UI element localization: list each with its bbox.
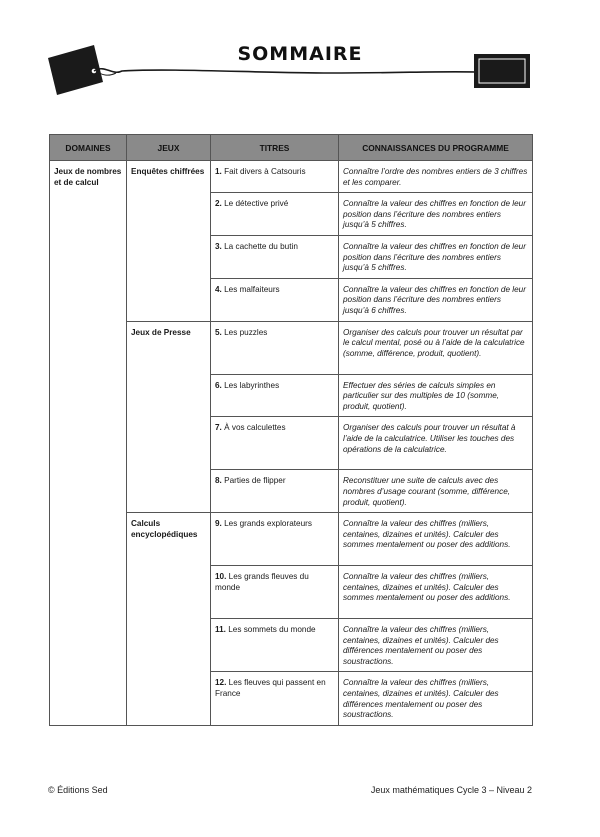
titre-cell <box>211 417 339 470</box>
column-header-titres: TITRES <box>211 135 339 161</box>
titre-cell <box>211 566 339 619</box>
titre-text: Les labyrinthes <box>224 380 280 390</box>
connaissances-cell: Connaître la valeur des chiffres en fonction de leur position dans l’écriture des nombres entiers jusqu’à 5 chiffres. <box>339 193 533 236</box>
page-title: SOMMAIRE <box>237 43 363 65</box>
table-row <box>50 161 533 193</box>
titre-text: Le détective privé <box>224 199 289 209</box>
connaissances-cell: Connaître la valeur des chiffres en fonction de leur position dans l’écriture des nombres entiers jusqu’à 5 chiffres. <box>339 235 533 278</box>
connaissances-cell: Effectuer des séries de calculs simples en particulier sur des multiples de 10 (somme, produit, quotient). <box>339 374 533 417</box>
titre-cell <box>211 235 339 278</box>
connaissances-cell: Connaître la valeur des chiffres (milliers, centaines, dizaines et unités). Calculer des différences mentalement ou poser des soustractions. <box>339 619 533 672</box>
connaissances-cell: Connaître l’ordre des nombres entiers de 3 chiffres et les comparer. <box>339 161 533 193</box>
titre-number: 12. <box>215 678 227 688</box>
titre-number: 3. <box>215 241 222 251</box>
titre-cell <box>211 193 339 236</box>
string-line <box>94 69 476 73</box>
titre-cell <box>211 619 339 672</box>
titre-number: 2. <box>215 199 222 209</box>
domain-cell: Jeux de nombres et de calcul <box>50 161 127 726</box>
titre-cell <box>211 470 339 513</box>
titre-number: 10. <box>215 572 227 582</box>
titre-number: 4. <box>215 284 222 294</box>
titre-cell <box>211 161 339 193</box>
titre-cell <box>211 672 339 725</box>
titre-text: La cachette du butin <box>224 241 298 251</box>
titre-cell <box>211 374 339 417</box>
titre-text: Parties de flipper <box>224 476 286 486</box>
titre-cell <box>211 321 339 374</box>
titre-text: Les malfaiteurs <box>224 284 280 294</box>
titre-number: 7. <box>215 423 222 433</box>
connaissances-cell: Connaître la valeur des chiffres (milliers, centaines, dizaines et unités). Calculer des sommes mentalement ou poser des additions. <box>339 566 533 619</box>
column-header-jeux: JEUX <box>127 135 211 161</box>
connaissances-cell: Connaître la valeur des chiffres (milliers, centaines, dizaines et unités). Calculer des différences mentalement ou poser des soustractions. <box>339 672 533 725</box>
titre-text: Les sommets du monde <box>228 625 316 635</box>
titre-number: 8. <box>215 476 222 486</box>
titre-number: 5. <box>215 327 222 337</box>
table-header-row <box>50 135 533 161</box>
titre-text: Les fleuves qui passent en France <box>215 678 326 699</box>
connaissances-cell: Organiser des calculs pour trouver un résultat à l’aide de la calculatrice. Utiliser les touches des opérations de la calculatrice. <box>339 417 533 470</box>
jeu-cell-calculs: Calculs encyclopédiques <box>127 513 211 726</box>
column-header-domaines: DOMAINES <box>50 135 127 161</box>
titre-number: 1. <box>215 167 222 176</box>
connaissances-cell: Connaître la valeur des chiffres en fonction de leur position dans l’écriture des nombres entiers jusqu’à 6 chiffres. <box>339 278 533 321</box>
titre-number: 11. <box>215 625 226 635</box>
connaissances-cell: Reconstituer une suite de calculs avec des nombres d’usage courant (somme, différence, produit, quotient). <box>339 470 533 513</box>
titre-cell <box>211 513 339 566</box>
titre-cell <box>211 278 339 321</box>
titre-text: Fait divers à Catsouris <box>224 167 306 176</box>
titre-number: 9. <box>215 519 222 529</box>
titre-text: À vos calculettes <box>224 423 286 433</box>
titre-text: Les puzzles <box>224 327 268 337</box>
titre-number: 6. <box>215 380 222 390</box>
contents-table <box>49 134 533 726</box>
footer-copyright: © Éditions Sed <box>48 785 108 795</box>
jeu-cell-enquetes: Enquêtes chiffrées <box>127 161 211 322</box>
titre-text: Les grands explorateurs <box>224 519 312 529</box>
footer-book-title: Jeux mathématiques Cycle 3 – Niveau 2 <box>370 785 532 795</box>
connaissances-cell: Organiser des calculs pour trouver un résultat par le calcul mental, posé ou à l’aide de la calculatrice (somme, différence, produit, quotient). <box>339 321 533 374</box>
titre-text: Les grands fleuves du monde <box>215 572 309 592</box>
column-header-connaissances: CONNAISSANCES DU PROGRAMME <box>339 135 533 161</box>
connaissances-cell: Connaître la valeur des chiffres (milliers, centaines, dizaines et unités). Calculer des sommes mentalement ou poser des additions. <box>339 513 533 566</box>
jeu-cell-presse: Jeux de Presse <box>127 321 211 513</box>
